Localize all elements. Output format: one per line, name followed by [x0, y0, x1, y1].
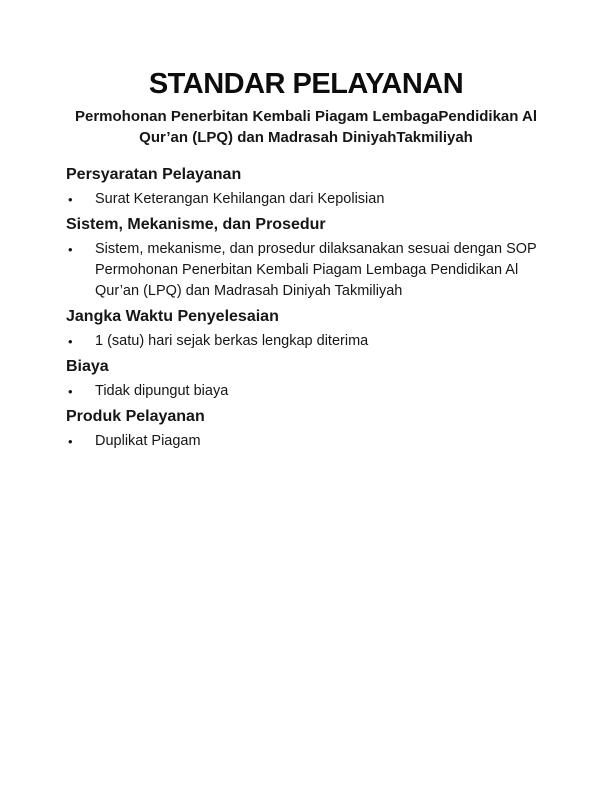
list-item: [66, 189, 546, 210]
list-item: [66, 239, 546, 302]
document-body: [66, 164, 546, 452]
page-subtitle: [66, 106, 546, 148]
section-heading: Persyaratan Pelayanan: [66, 166, 242, 183]
bullet-text: Surat Keterangan Kehilangan dari Kepolisian: [95, 191, 385, 207]
section-biaya: [66, 356, 546, 402]
list-item: [66, 431, 546, 452]
bullet-marker: •: [68, 384, 73, 399]
bullet-text: Tidak dipungut biaya: [95, 383, 229, 399]
bullet-marker: •: [68, 434, 73, 449]
bullet-text: Sistem, mekanisme, dan prosedur dilaksanakan sesuai dengan SOP Permohonan Penerbitan Kembali Piagam Lembaga Pendidikan Al Qur’an (LPQ) dan Madrasah Diniyah Takmiliyah: [95, 241, 537, 299]
bullet-marker: •: [68, 192, 73, 207]
list-item: [66, 331, 546, 352]
section-jangka-waktu-penyelesaian: [66, 306, 546, 352]
bullet-text: Duplikat Piagam: [95, 433, 201, 449]
page-title: STANDAR PELAYANAN: [148, 68, 464, 100]
section-persyaratan-pelayanan: [66, 164, 546, 210]
bullet-marker: •: [68, 242, 73, 257]
section-heading: Sistem, Mekanisme, dan Prosedur: [66, 216, 326, 233]
subtitle-line: Permohonan Penerbitan Kembali Piagam LembagaPendidikan Al: [74, 108, 538, 125]
section-heading: Jangka Waktu Penyelesaian: [66, 308, 279, 325]
list-item: [66, 381, 546, 402]
bullet-text: 1 (satu) hari sejak berkas lengkap diterima: [95, 333, 369, 349]
section-produk-pelayanan: [66, 406, 546, 452]
section-heading: Biaya: [66, 358, 109, 375]
section-heading: Produk Pelayanan: [66, 408, 205, 425]
section-sistem-mekanisme-prosedur: [66, 214, 546, 302]
subtitle-line: Qur’an (LPQ) dan Madrasah DiniyahTakmiliyah: [139, 129, 473, 146]
bullet-marker: •: [68, 334, 73, 349]
